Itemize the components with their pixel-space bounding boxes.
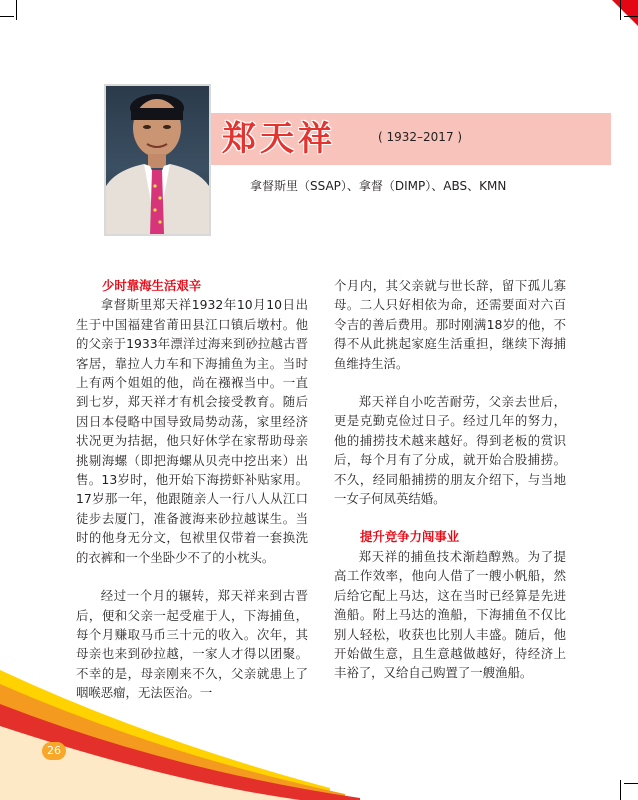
right-column bbox=[334, 276, 566, 683]
corner-accent bbox=[612, 0, 638, 26]
paragraph: 拿督斯里郑天祥1932年10月10日出生于中国福建省莆田县江口镇后墩村。他的父亲于1933年漂洋过海来到砂拉越古晋客居，靠拉人力车和下海捕鱼为主。当时上有两个姐姐的他，尚在襁褓当中。一直到七岁，郑天祥才有机会接受教育。随后因日本侵略中国导致局势动荡，家里经济状况更为拮据，他只好休学在家帮助母亲挑剔海螺（即把海螺从贝壳中挖出来）出售。13岁时，他开始下海捞虾补贴家用。17岁那一年，他跟随亲人一行八人从江口徒步去厦门，准备渡海来砂拉越谋生。当时的他身无分文，包袱里仅带着一套换洗的衣裤和一个坐卧少不了的小枕头。 bbox=[76, 297, 308, 565]
honors-list: 拿督斯里（SSAP）、拿督（DIMP）、ABS、KMN bbox=[250, 179, 507, 193]
left-column bbox=[76, 276, 308, 703]
paragraph: 郑天祥自小吃苦耐劳，父亲去世后，更是克勤克俭过日子。经过几年的努力， 他的捕捞技术越来越好。得到老板的赏识后，每个月有了分成，就开始合股捕捞。不久，经同船捕捞的朋友介绍下，与当地一女子何凤英结婚。 bbox=[334, 394, 566, 507]
page-number: 26 bbox=[42, 742, 66, 760]
paragraph: 郑天祥的捕鱼技术渐趋醇熟。为了提高工作效率，他向人借了一艘小帆船，然后给它配上马达，这在当时已经算是先进渔船。附上马达的渔船，下海捕鱼不仅比别人轻松，收获也比别人丰盛。随后，他开始做生意，且生意越做越好，待经济上丰裕了，又给自己购置了一艘渔船。 bbox=[334, 548, 566, 681]
paragraph: 经过一个月的辗转，郑天祥来到古晋后，便和父亲一起受雇于人，下海捕鱼，每个月赚取马币三十元的收入。次年，其母亲也来到砂拉越，一家人才得以团聚。不幸的是，母亲刚来不久，父亲就患上了咽喉恶瘤，无法医治。一 bbox=[76, 588, 308, 701]
decorative-swoosh bbox=[0, 670, 638, 800]
crop-mark bbox=[620, 0, 621, 20]
person-name: 郑天祥 bbox=[222, 119, 336, 159]
paragraph: 个月内，其父亲就与世长辞，留下孤儿寡母。二人只好相依为命，还需要面对六百令吉的善后费用。那时刚满18岁的他，不得不从此挑起家庭生活重担，继续下海捕鱼维持生活。 bbox=[334, 278, 566, 371]
crop-mark bbox=[16, 0, 17, 20]
portrait-illustration bbox=[106, 86, 209, 234]
crop-mark bbox=[0, 16, 14, 17]
crop-mark bbox=[624, 16, 638, 17]
section-heading: 提升竞争力闯事业 bbox=[360, 529, 460, 545]
portrait-photo bbox=[104, 84, 211, 236]
section-heading: 少时靠海生活艰辛 bbox=[102, 278, 202, 293]
life-years: ( 1932–2017 ) bbox=[378, 130, 463, 144]
